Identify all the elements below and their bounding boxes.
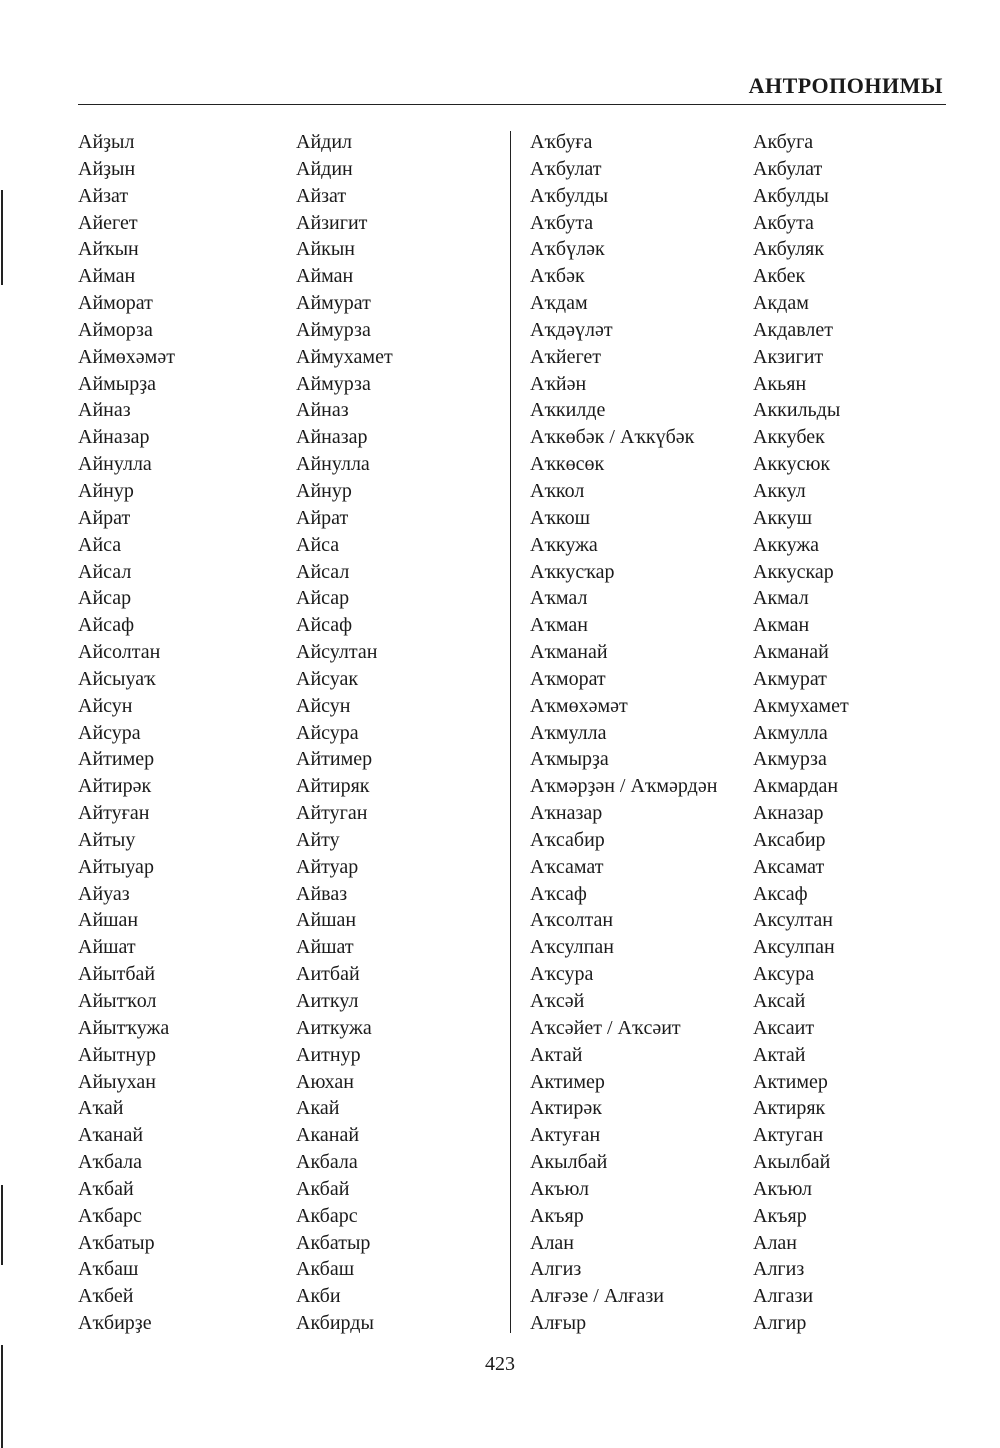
- name-entry-bashkir: Аҡсәйет / Аҡсәит: [530, 1016, 681, 1039]
- name-entry-bashkir: Алан: [530, 1231, 575, 1254]
- name-entry-russian: Аксура: [753, 963, 815, 986]
- name-entry-bashkir: Аҡбей: [78, 1285, 134, 1308]
- name-entry-russian: Аккильды: [753, 399, 841, 422]
- name-entry-russian: Акбала: [296, 1151, 358, 1174]
- name-entry-bashkir: Айшат: [78, 936, 136, 959]
- name-entry-russian: Аймурат: [296, 292, 371, 315]
- column-divider: [510, 131, 511, 1333]
- name-entry-russian: Аймухамет: [296, 345, 393, 368]
- name-entry-bashkir: Аҡдәүләт: [530, 318, 613, 341]
- name-entry-bashkir: Айытҡол: [78, 990, 157, 1012]
- name-entry-russian: Айкын: [296, 238, 356, 261]
- name-entry-bashkir: Аҡйән: [530, 372, 587, 395]
- name-entry-russian: Акбай: [296, 1177, 350, 1200]
- name-entry-russian: Аиткул: [296, 990, 359, 1012]
- column-right-bashkir: [530, 129, 717, 1337]
- name-entry-bashkir: Аҡсамат: [530, 855, 604, 878]
- name-entry-russian: Аккускар: [753, 560, 834, 583]
- name-entry-bashkir: Аҡбала: [78, 1151, 142, 1174]
- name-entry-bashkir: Айшан: [78, 909, 139, 932]
- name-entry-russian: Акай: [296, 1097, 340, 1120]
- name-entry-bashkir: Айтуған: [78, 802, 150, 825]
- name-entry-bashkir: Айназ: [78, 399, 131, 422]
- name-entry-bashkir: Айҙыл: [78, 131, 135, 153]
- name-entry-russian: Айту: [296, 828, 340, 851]
- name-entry-russian: Акъюл: [753, 1177, 812, 1200]
- name-entry-russian: Акби: [296, 1285, 341, 1308]
- name-entry-russian: Акбуляк: [753, 238, 825, 261]
- name-entry-bashkir: Айҙын: [78, 157, 136, 180]
- name-entry-bashkir: Айсура: [78, 721, 141, 744]
- name-entry-bashkir: Аҡкөсөк: [530, 453, 605, 476]
- name-entry-bashkir: Айсал: [78, 560, 132, 583]
- name-entry-russian: Айсал: [296, 560, 350, 583]
- name-entry-russian: Аксаит: [753, 1016, 815, 1039]
- name-entry-bashkir: Айытбай: [78, 963, 156, 986]
- name-entry-russian: Аккуш: [753, 506, 812, 529]
- name-entry-bashkir: Аҡсура: [530, 963, 594, 986]
- name-entry-bashkir: Аҡсулпан: [530, 936, 614, 959]
- name-entry-russian: Айдин: [296, 157, 353, 180]
- name-entry-bashkir: Айназар: [78, 426, 150, 449]
- name-entry-bashkir: Айсаф: [78, 614, 135, 637]
- name-entry-bashkir: Аҡкилде: [530, 399, 606, 422]
- name-entry-bashkir: Аҡбулат: [530, 157, 602, 180]
- name-entry-russian: Акбулат: [753, 157, 823, 180]
- name-entry-bashkir: Актуған: [530, 1124, 601, 1147]
- name-entry-russian: Акмурза: [753, 748, 827, 771]
- page-number: 423: [485, 1353, 515, 1375]
- name-entry-russian: Акмал: [753, 587, 809, 610]
- name-entry-bashkir: Айытнур: [78, 1043, 157, 1066]
- name-entry-russian: Акбаш: [296, 1258, 355, 1281]
- name-entry-russian: Актай: [753, 1043, 806, 1066]
- name-entry-bashkir: Акылбай: [530, 1151, 608, 1174]
- name-entry-russian: Айтуар: [296, 855, 359, 878]
- name-entry-russian: Айсултан: [296, 641, 378, 664]
- name-entry-bashkir: Аймөхәмәт: [78, 345, 175, 368]
- name-entry-bashkir: Аҡсәй: [530, 990, 585, 1012]
- name-entry-bashkir: Аҡмулла: [530, 721, 607, 744]
- name-entry-bashkir: Айтыуар: [78, 855, 154, 878]
- name-entry-bashkir: Акъяр: [530, 1204, 584, 1227]
- name-entry-bashkir: Аҡкол: [530, 479, 585, 502]
- name-entry-russian: Айзигит: [296, 211, 368, 234]
- name-entry-russian: Аитбай: [296, 963, 360, 986]
- header-rule: [78, 104, 946, 105]
- name-entry-bashkir: Актирәк: [530, 1097, 602, 1120]
- name-entry-russian: Аккубек: [753, 426, 825, 449]
- name-entry-bashkir: Айрат: [78, 506, 131, 529]
- name-entry-russian: Акъяр: [753, 1204, 807, 1227]
- name-entry-russian: Айсар: [296, 587, 350, 610]
- name-entry-russian: Акбек: [753, 265, 806, 288]
- name-entry-bashkir: Аҡкош: [530, 506, 591, 529]
- name-entry-russian: Аксабир: [753, 828, 826, 851]
- name-entry-bashkir: Аҡморат: [530, 667, 606, 690]
- name-entry-bashkir: Айуаз: [78, 882, 130, 905]
- name-entry-russian: Айсаф: [296, 614, 353, 637]
- name-entry-bashkir: Аҡбатыр: [78, 1231, 155, 1254]
- name-entry-bashkir: Акъюл: [530, 1177, 589, 1200]
- scan-edge-mark: [0, 0, 6, 1448]
- name-entry-russian: Акылбай: [753, 1151, 831, 1174]
- name-entry-bashkir: Аҡбәк: [530, 265, 585, 288]
- name-entry-russian: Аитнур: [296, 1043, 361, 1066]
- name-entry-bashkir: Айытҡужа: [78, 1016, 170, 1039]
- name-entry-bashkir: Айса: [78, 533, 122, 556]
- name-entry-russian: Аймурза: [296, 318, 371, 341]
- name-entry-russian: Алгиз: [753, 1258, 805, 1281]
- name-entry-bashkir: Аҡбарс: [78, 1204, 142, 1227]
- name-entry-russian: Акбарс: [296, 1204, 358, 1227]
- name-entry-russian: Айназар: [296, 426, 368, 449]
- name-entry-russian: Акбулды: [753, 184, 829, 207]
- column-left-russian: [296, 129, 393, 1337]
- name-entry-bashkir: Айсун: [78, 694, 133, 717]
- name-entry-russian: Айнур: [296, 479, 352, 502]
- name-entry-bashkir: Айтирәк: [78, 775, 152, 798]
- name-entry-bashkir: Аҡдам: [530, 292, 588, 315]
- column-left-bashkir: [78, 129, 175, 1337]
- name-entry-bashkir: Айсолтан: [78, 641, 161, 664]
- name-entry-russian: Алан: [753, 1231, 798, 1254]
- name-entry-bashkir: Аҡанай: [78, 1124, 144, 1147]
- name-entry-russian: Актиряк: [753, 1097, 826, 1120]
- name-entry-russian: Акмухамет: [753, 694, 849, 717]
- name-entry-russian: Айтиряк: [296, 775, 370, 798]
- name-entry-bashkir: Аҡсолтан: [530, 909, 614, 932]
- name-entry-russian: Акбуга: [753, 131, 814, 153]
- name-entry-russian: Айсура: [296, 721, 359, 744]
- name-entry-bashkir: Алгиз: [530, 1258, 582, 1281]
- name-entry-russian: Аймурза: [296, 372, 371, 395]
- name-entry-russian: Айваз: [296, 882, 348, 905]
- name-entry-russian: Акбатыр: [296, 1231, 371, 1254]
- name-entry-bashkir: Аҡмөхәмәт: [530, 694, 628, 717]
- name-entry-russian: Айдил: [296, 131, 353, 153]
- name-entry-bashkir: Аҡкужа: [530, 533, 598, 556]
- name-entry-russian: Айса: [296, 533, 340, 556]
- name-entry-bashkir: Аҡбай: [78, 1177, 134, 1200]
- name-entry-bashkir: Айнулла: [78, 453, 152, 476]
- name-entry-russian: Айсун: [296, 694, 351, 717]
- name-entry-russian: Акмардан: [753, 775, 839, 798]
- name-entry-bashkir: Аҡйегет: [530, 345, 602, 368]
- name-entry-bashkir: Аҡмәрҙән / Аҡмәрдән: [530, 775, 718, 798]
- name-entry-russian: Аккусюк: [753, 453, 831, 476]
- name-entry-russian: Аксулпан: [753, 936, 835, 959]
- name-entry-bashkir: Аҡсаф: [530, 882, 587, 905]
- name-entry-russian: Актимер: [753, 1070, 828, 1093]
- name-entry-bashkir: Аймырҙа: [78, 372, 157, 395]
- name-entry-bashkir: Аҡбирҙе: [78, 1312, 152, 1335]
- name-entry-bashkir: Аҡбута: [530, 211, 594, 234]
- name-entry-bashkir: Алғәзе / Алғази: [530, 1285, 664, 1308]
- name-entry-bashkir: Айегет: [78, 211, 138, 234]
- name-entry-bashkir: Айҡын: [78, 238, 139, 261]
- name-entry-russian: Акзигит: [753, 345, 824, 368]
- name-entry-bashkir: Аҡай: [78, 1097, 124, 1120]
- name-entry-bashkir: Аҡбүләк: [530, 238, 605, 261]
- name-entry-russian: Аканай: [296, 1124, 360, 1147]
- name-entry-bashkir: Аҡманай: [530, 641, 608, 664]
- name-entry-russian: Акбута: [753, 211, 814, 234]
- name-entry-bashkir: Айзат: [78, 184, 129, 207]
- name-entry-bashkir: Аҡсабир: [530, 828, 605, 851]
- name-entry-bashkir: Аҡкөбәк / Аҡкүбәк: [530, 426, 695, 449]
- name-entry-bashkir: Аҡназар: [530, 802, 603, 825]
- name-entry-bashkir: Айсыуаҡ: [78, 667, 156, 690]
- name-entry-russian: Аюхан: [296, 1070, 354, 1093]
- name-entry-russian: Акдам: [753, 292, 809, 315]
- name-entry-russian: Айшан: [296, 909, 357, 932]
- name-entry-bashkir: Аҡмал: [530, 587, 588, 610]
- name-entry-russian: Аккужа: [753, 533, 820, 556]
- name-entry-bashkir: Аҡман: [530, 614, 589, 637]
- name-entry-russian: Акмулла: [753, 721, 828, 744]
- name-entry-russian: Аксултан: [753, 909, 833, 932]
- name-entry-bashkir: Аҡбулды: [530, 184, 609, 207]
- name-entry-russian: Аккул: [753, 479, 806, 502]
- name-entry-bashkir: Айсар: [78, 587, 132, 610]
- name-entry-bashkir: Айморза: [78, 318, 153, 341]
- name-entry-bashkir: Айтыу: [78, 828, 136, 851]
- name-entry-bashkir: Аҡбаш: [78, 1258, 139, 1281]
- name-entry-russian: Акман: [753, 614, 810, 637]
- name-entry-bashkir: Актай: [530, 1043, 583, 1066]
- name-entry-bashkir: Айман: [78, 265, 136, 288]
- name-entry-bashkir: Алғыр: [530, 1312, 587, 1335]
- name-entry-bashkir: Айыухан: [78, 1070, 156, 1093]
- name-entry-bashkir: Айтимер: [78, 748, 155, 771]
- name-entry-russian: Акдавлет: [753, 318, 833, 341]
- name-entry-russian: Айшат: [296, 936, 354, 959]
- name-entry-russian: Айнулла: [296, 453, 370, 476]
- page-header-title: АНТРОПОНИМЫ: [748, 73, 943, 98]
- name-entry-russian: Алгир: [753, 1312, 807, 1335]
- name-entry-bashkir: Айнур: [78, 479, 134, 502]
- name-entry-russian: Айтуган: [296, 802, 368, 825]
- name-entry-russian: Актуган: [753, 1124, 824, 1147]
- name-entry-russian: Акмурат: [753, 667, 827, 690]
- name-entry-russian: Айзат: [296, 184, 347, 207]
- column-right-russian: [753, 129, 849, 1337]
- name-entry-russian: Айсуак: [296, 667, 359, 690]
- name-entry-bashkir: Аҡкусҡар: [530, 560, 615, 583]
- name-entry-bashkir: Аҡбуға: [530, 131, 593, 153]
- name-entry-russian: Акьян: [753, 372, 807, 395]
- name-entry-russian: Аксаф: [753, 882, 808, 905]
- name-entry-bashkir: Актимер: [530, 1070, 605, 1093]
- name-entry-russian: Аиткужа: [296, 1016, 372, 1039]
- name-entry-bashkir: Аҡмырҙа: [530, 748, 609, 771]
- name-entry-russian: Айназ: [296, 399, 349, 422]
- name-entry-russian: Аксамат: [753, 855, 825, 878]
- name-entry-russian: Айрат: [296, 506, 349, 529]
- name-entry-russian: Акназар: [753, 802, 824, 825]
- name-entry-russian: Айман: [296, 265, 354, 288]
- name-entry-russian: Аксай: [753, 990, 806, 1012]
- name-entry-bashkir: Айморат: [78, 292, 153, 315]
- name-entry-russian: Алгази: [753, 1285, 814, 1308]
- name-entry-russian: Акманай: [753, 641, 829, 664]
- name-entry-russian: Акбирды: [296, 1312, 374, 1335]
- name-entry-russian: Айтимер: [296, 748, 373, 771]
